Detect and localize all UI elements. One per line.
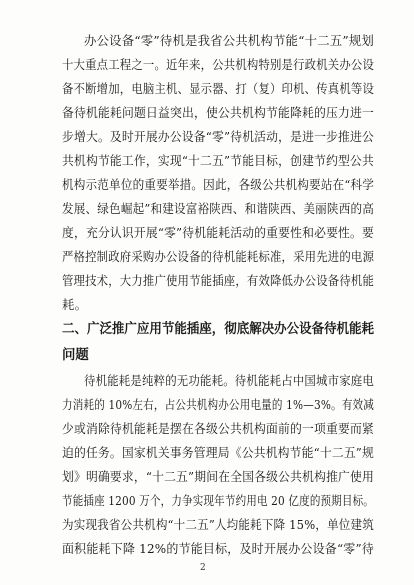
paragraph-line: 严格控制政府采购办公设备的待机能耗标准，采用先进的电源 [62,249,375,264]
paragraph-line: 十大重点工程之一。近年来，公共机构特别是行政机关办公设 [62,57,375,72]
heading-line: 问题 [62,348,89,363]
paragraph-line: 机构示范单位的重要举措。因此，各级公共机构要站在“科学 [62,177,374,192]
paragraph-line: 力消耗的 10%左右，占公共机构办公用电量的 1%—3%。有效减 [62,397,375,412]
page-number: 2 [200,563,206,573]
paragraph-line: 共机构节能工作，实现“十二五”节能目标，创建节约型公共 [62,153,375,168]
paragraph-line: 划》明确要求，“十二五”期间在全国各级公共机构推广使用 [62,469,375,484]
paragraph-line: 待机能耗是纯粹的无功能耗。待机能耗占中国城市家庭电 [84,373,374,388]
paragraph-line: 耗。 [62,297,88,312]
paragraph-line: 备不断增加，电脑主机、显示器、打（复）印机、传真机等设 [62,81,375,96]
paragraph-line: 节能插座 1200 万个，力争实现年节约用电 20 亿度的预期目标。 [62,493,375,508]
paragraph-line: 备待机能耗问题日益突出，使公共机构节能降耗的压力进一 [62,105,375,120]
paragraph-line: 发展、绿色崛起”和建设富裕陕西、和谐陕西、美丽陕西的高 [62,201,374,216]
paragraph-line: 办公设备“零”待机是我省公共机构节能“十二五”规划 [84,33,374,48]
paragraph-line: 面积能耗下降 12%的节能目标，及时开展办公设备“零”待 [62,541,374,556]
paragraph-line: 为实现我省公共机构“十二五”人均能耗下降 15%，单位建筑 [62,517,374,532]
paragraph-line: 步增大。及时开展办公设备“零”待机活动，是进一步推进公 [62,129,375,144]
paragraph-line: 少或消除待机能耗是摆在各级公共机构面前的一项重要而紧 [62,421,375,436]
heading-line: 二、广泛推广应用节能插座，彻底解决办公设备待机能耗 [62,322,375,337]
paragraph-line: 管理技术，大力推广使用节能插座，有效降低办公设备待机能 [62,273,375,288]
paragraph-line: 度，充分认识开展“零”待机能耗活动的重要性和必要性。要 [62,225,375,240]
paragraph-line: 迫的任务。国家机关事务管理局《公共机构节能“十二五”规 [62,445,375,460]
